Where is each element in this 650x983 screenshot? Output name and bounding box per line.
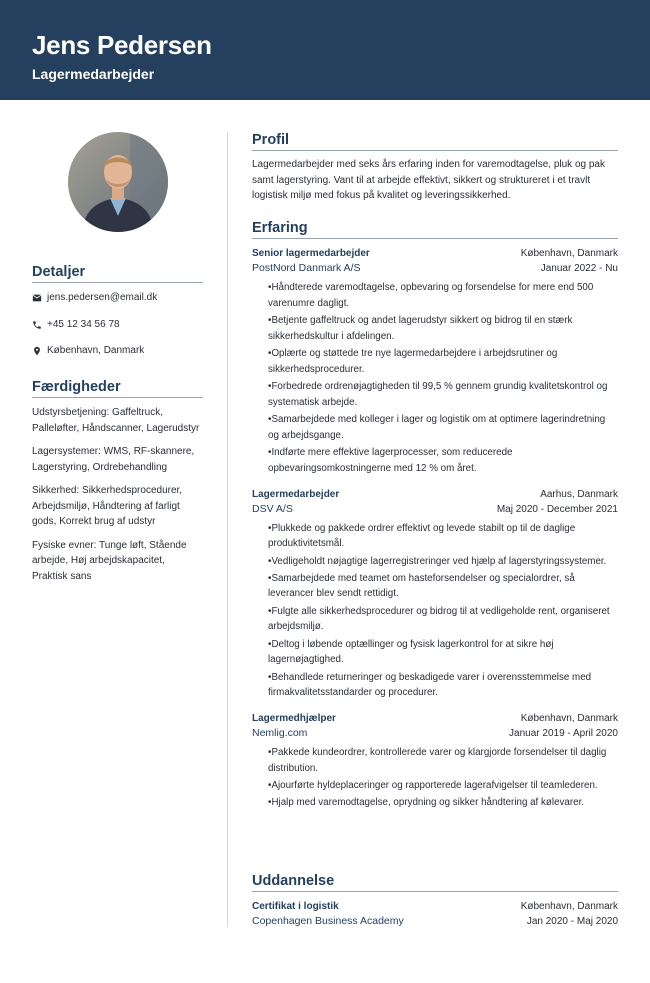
education-entry: [252, 899, 618, 929]
education-location: København, Danmark: [520, 901, 618, 912]
experience-section: [252, 220, 618, 813]
job-dates: Januar 2019 - April 2020: [509, 728, 618, 740]
education-section: [252, 873, 618, 929]
location-pin-icon: [32, 346, 42, 356]
job-bullet: • Indførte mere effektive lagerprocesser, som reducerede opbevaringsomkostningerne med 12 % om året.: [268, 445, 618, 477]
job-bullet: • Hjalp med varemodtagelse, oprydning og sikker håndtering af kølevarer.: [268, 795, 618, 811]
details-heading: Detaljer: [32, 264, 203, 283]
job-bullet: • Ajourførte hyldeplaceringer og rapporterede lagerafvigelser til teamlederen.: [268, 778, 618, 794]
skills-section: [32, 379, 203, 592]
contact-location: [32, 345, 144, 356]
job-location: København, Danmark: [520, 713, 618, 725]
job-entry: [252, 711, 618, 811]
skill-item: Sikkerhed: Sikkerhedsprocedurer, Arbejdsmiljø, Håndtering af farligt gods, Korrekt brug af udstyr: [32, 485, 183, 527]
skill-item: Fysiske evner: Tunge løft, Stående arbejde, Høj arbejdskapacitet, Praktisk sans: [32, 539, 187, 582]
candidate-title: Lagermedarbejder: [32, 66, 155, 82]
job-company: Nemlig.com: [252, 727, 308, 740]
education-school: Copenhagen Business Academy: [252, 915, 404, 927]
location-text: København, Danmark: [47, 345, 145, 356]
email-icon: [32, 293, 42, 303]
education-degree: Certifikat i logistik: [252, 901, 339, 912]
column-divider: [227, 132, 228, 927]
profile-section: [252, 132, 618, 204]
skills-heading: Færdigheder: [32, 379, 203, 398]
profile-heading: Profil: [252, 132, 618, 151]
job-bullet: • Samarbejdede med kolleger i lager og logistik om at optimere lagerindretning og arbejdsgange.: [268, 412, 618, 444]
job-bullet: • Betjente gaffeltruck og andet lagerudstyr sikkert og bidrog til en stærk sikkerhedskultur i afdelingen.: [268, 313, 618, 345]
education-heading: Uddannelse: [252, 873, 618, 892]
skill-item: Lagersystemer: WMS, RF-skannere, Lagerstyring, Ordrebehandling: [32, 446, 195, 473]
job-bullet: • Deltog i løbende optællinger og fysisk lagerkontrol for at sikre høj lagernøjagtighed.: [268, 637, 618, 669]
job-bullet: • Oplærte og støttede tre nye lagermedarbejdere i arbejdsrutiner og sikkerhedsprocedurer.: [268, 346, 618, 378]
profile-text: Lagermedarbejder med seks års erfaring inden for varemodtagelse, pluk og pak samt lagerstyring. Vant til at arbejde effektivt, sikkert og struktureret i et travlt logistisk miljø med fokus på kvalitet og leveringssikkerhed.: [252, 159, 605, 201]
contact-email[interactable]: [32, 292, 157, 303]
job-bullet: • Vedligeholdt nøjagtige lagerregistreringer ved hjælp af lagerstyringssystemer.: [268, 554, 618, 570]
job-dates: Januar 2022 - Nu: [540, 263, 618, 274]
job-location: København, Danmark: [520, 248, 618, 259]
job-role: Senior lagermedarbejder: [252, 248, 370, 259]
job-role: Lagermedhjælper: [252, 713, 336, 725]
job-bullet: • Behandlede returneringer og beskadigede varer i overensstemmelse med firmakvalitetsstandarder og procedurer.: [268, 670, 618, 702]
job-bullet: • Pakkede kundeordrer, kontrollerede varer og klargjorde forsendelser til daglig distribution.: [268, 745, 618, 777]
phone-icon: [32, 320, 42, 330]
candidate-name: Jens Pedersen: [32, 30, 212, 60]
job-company: DSV A/S: [252, 502, 293, 515]
details-section: [32, 264, 203, 283]
job-bullet: • Plukkede og pakkede ordrer effektivt og levede stabilt op til de daglige produktivitetsmål.: [268, 521, 618, 553]
profile-photo: [68, 132, 168, 232]
job-bullet: • Samarbejdede med teamet om hasteforsendelser og specialordrer, så leverancer blev sendt rettidigt.: [268, 571, 618, 603]
job-bullet: • Håndterede varemodtagelse, opbevaring og forsendelse for mere end 500 varenumre dagligt.: [268, 280, 618, 312]
job-entry: [252, 246, 618, 477]
job-location: Aarhus, Danmark: [540, 488, 618, 500]
education-dates: Jan 2020 - Maj 2020: [526, 916, 618, 927]
job-role: Lagermedarbejder: [252, 488, 340, 500]
job-bullet: • Fulgte alle sikkerhedsprocedurer og bidrog til at vedligeholde rent, organiseret arbejdsmiljø.: [268, 604, 618, 636]
experience-heading: Erfaring: [252, 220, 618, 239]
job-company: PostNord Danmark A/S: [252, 262, 361, 274]
skill-item: Udstyrsbetjening: Gaffeltruck, Palleløfter, Håndscanner, Lagerudstyr: [32, 407, 200, 434]
job-bullet: • Forbedrede ordrenøjagtigheden til 99,5 % gennem grundig kvalitetskontrol og systematisk arbejde.: [268, 379, 618, 411]
header-banner: [0, 0, 650, 100]
email-text: jens.pedersen@email.dk: [47, 292, 158, 303]
job-entry: [252, 487, 618, 702]
contact-phone[interactable]: [32, 319, 120, 330]
job-dates: Maj 2020 - December 2021: [496, 503, 618, 515]
phone-text: +45 12 34 56 78: [47, 319, 120, 330]
